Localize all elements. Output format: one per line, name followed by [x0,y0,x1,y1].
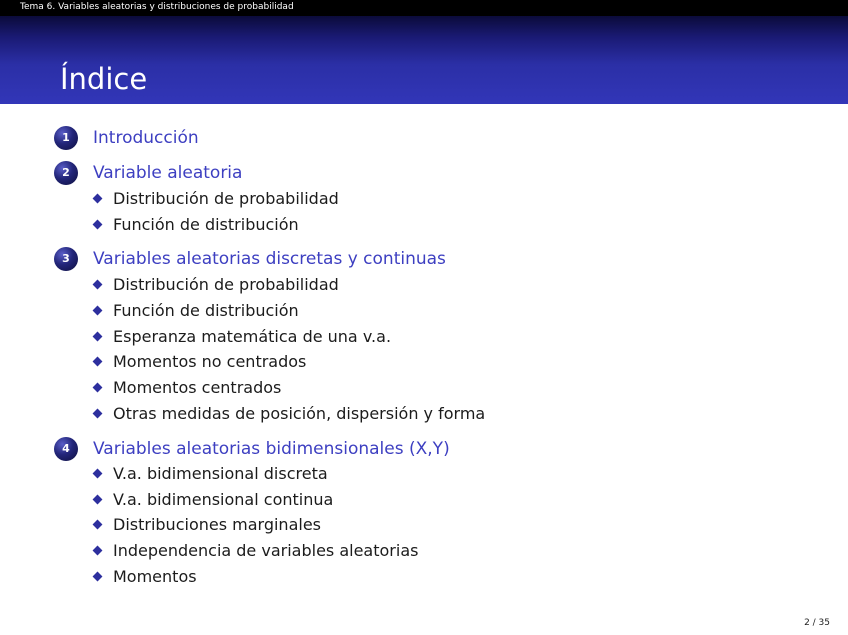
toc-subsection-label[interactable]: Distribución de probabilidad [113,275,339,294]
toc-subsection-label[interactable]: Independencia de variables aleatorias [113,541,419,560]
toc-subsection-label[interactable]: V.a. bidimensional discreta [113,464,328,483]
diamond-bullet-icon [93,546,103,556]
slide-title: Índice [60,62,148,96]
toc-subsection-label[interactable]: Función de distribución [113,215,299,234]
diamond-bullet-icon [93,409,103,419]
running-head: Tema 6. Variables aleatorias y distribuciones de probabilidad [20,2,294,12]
section-number-ball: 3 [54,247,78,271]
toc-subsection-label[interactable]: Esperanza matemática de una v.a. [113,327,392,346]
toc-section-label[interactable]: Variables aleatorias bidimensionales (X,Y) [93,439,450,459]
diamond-bullet-icon [93,383,103,393]
diamond-bullet-icon [93,495,103,505]
toc-section-label[interactable]: Variables aleatorias discretas y continuas [93,249,446,269]
toc-subsection-label[interactable]: Momentos centrados [113,378,282,397]
diamond-bullet-icon [93,572,103,582]
section-number-ball: 2 [54,161,78,185]
header-bar [0,0,848,16]
toc-subsection-label[interactable]: V.a. bidimensional continua [113,490,334,509]
diamond-bullet-icon [93,469,103,479]
section-number-ball: 1 [54,126,78,150]
diamond-bullet-icon [93,220,103,230]
title-bar [0,16,848,104]
diamond-bullet-icon [93,306,103,316]
toc-subsection-label[interactable]: Momentos no centrados [113,352,307,371]
diamond-bullet-icon [93,357,103,367]
diamond-bullet-icon [93,520,103,530]
diamond-bullet-icon [93,280,103,290]
toc-subsection-label[interactable]: Distribución de probabilidad [113,189,339,208]
page-number: 2 / 35 [804,618,830,628]
toc-subsection-label[interactable]: Distribuciones marginales [113,515,321,534]
toc-section-label[interactable]: Variable aleatoria [93,163,243,183]
toc-subsection-label[interactable]: Otras medidas de posición, dispersión y forma [113,404,486,423]
toc-subsection-label[interactable]: Función de distribución [113,301,299,320]
diamond-bullet-icon [93,194,103,204]
toc-section-label[interactable]: Introducción [93,128,199,148]
toc-subsection-label[interactable]: Momentos [113,567,197,586]
diamond-bullet-icon [93,332,103,342]
section-number-ball: 4 [54,437,78,461]
